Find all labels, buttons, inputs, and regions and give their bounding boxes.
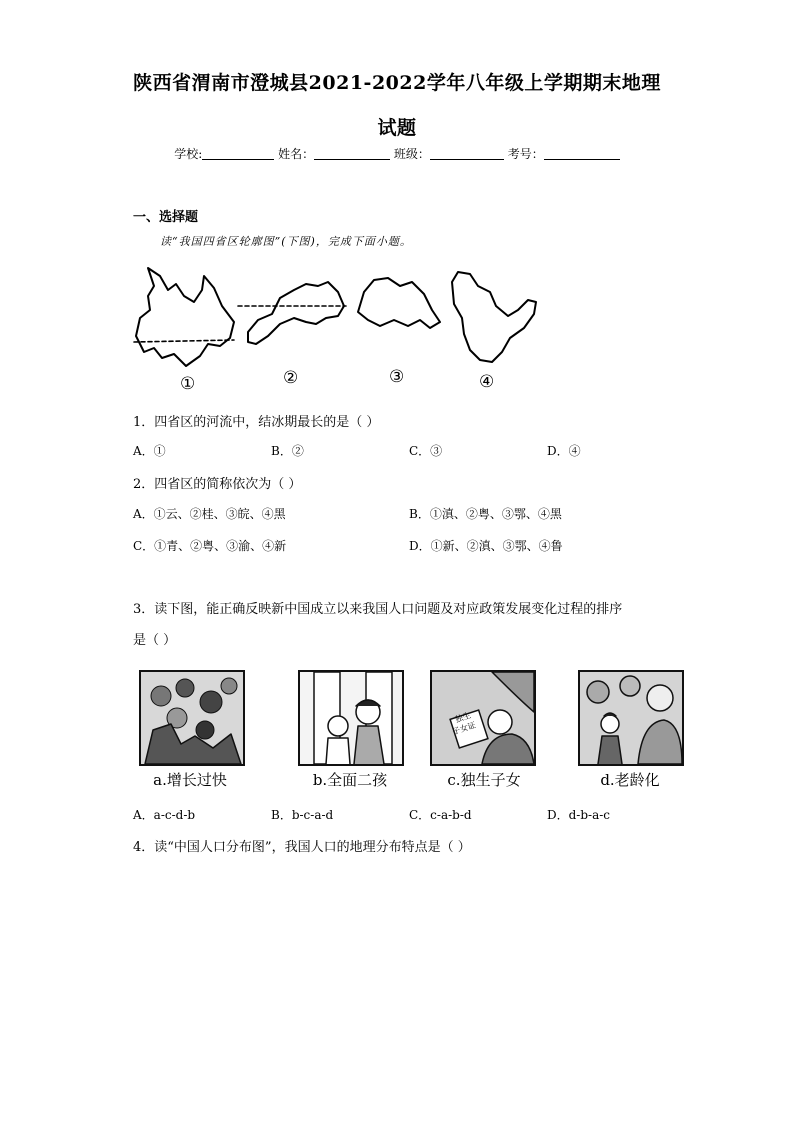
section-title: 一、选择题	[133, 210, 199, 225]
q3-option-b[interactable]: B．b-c-a-d	[271, 808, 334, 822]
q3-option-d[interactable]: D．d-b-a-c	[547, 808, 611, 822]
question-1: 1．四省区的河流中，结冰期最长的是（ ）	[133, 415, 380, 430]
picture-b	[298, 670, 404, 766]
class-blank[interactable]	[430, 147, 504, 160]
school-blank[interactable]	[202, 147, 274, 160]
name-blank[interactable]	[314, 147, 390, 160]
q3-option-c[interactable]: C．c-a-b-d	[409, 808, 472, 822]
province-outlines-figure	[130, 262, 550, 374]
q2-option-c[interactable]: C．①青、②粤、③渝、④新	[133, 539, 287, 553]
instruction-text: 读“我国四省区轮廓图”(下图)，完成下面小题。	[160, 235, 412, 248]
school-label: 学校:	[174, 147, 203, 161]
certificate-text-2: 子女证	[451, 720, 477, 737]
province-outline-4	[452, 272, 536, 362]
q1-option-c[interactable]: C．③	[409, 444, 443, 458]
q2-option-b[interactable]: B．①滇、②粤、③鄂、④黑	[409, 507, 562, 521]
picture-b-caption: b.全面二孩	[312, 771, 388, 789]
q1-option-a[interactable]: A．①	[133, 444, 166, 458]
province-outline-3	[358, 278, 440, 328]
q1-option-d[interactable]: D．④	[547, 444, 581, 458]
province-outline-1	[134, 268, 234, 366]
question-3: 3．读下图，能正确反映新中国成立以来我国人口问题及对应政策发展变化过程的排序	[133, 602, 623, 617]
q1-option-b[interactable]: B．②	[271, 444, 304, 458]
province-outline-2	[238, 282, 346, 344]
page-title-line2: 试题	[377, 117, 417, 139]
number-blank[interactable]	[544, 147, 620, 160]
map-label-2: ②	[283, 368, 299, 388]
picture-d	[578, 670, 684, 766]
one-child-certificate-illustration	[432, 672, 534, 764]
question-3-line2: 是（ ）	[133, 633, 177, 648]
crowd-illustration	[141, 672, 243, 764]
map-label-1: ①	[180, 374, 196, 394]
picture-c	[430, 670, 536, 766]
page-title: 陕西省渭南市澄城县2021-2022学年八年级上学期期末地理	[133, 72, 661, 94]
number-label: 考号：	[507, 147, 544, 161]
q2-option-a[interactable]: A．①云、②桂、③皖、④黑	[133, 507, 286, 521]
family-illustration	[300, 672, 402, 764]
picture-c-caption: c.独生子女	[447, 771, 521, 789]
map-label-3: ③	[389, 367, 405, 387]
map-label-4: ④	[479, 372, 495, 392]
class-label: 班级：	[393, 147, 430, 161]
question-4: 4．读“中国人口分布图”，我国人口的地理分布特点是（ ）	[133, 840, 471, 855]
picture-a	[139, 670, 245, 766]
picture-d-caption: d.老龄化	[600, 771, 660, 789]
name-label: 姓名：	[278, 147, 315, 161]
picture-a-caption: a.增长过快	[153, 771, 227, 789]
aging-illustration	[580, 672, 682, 764]
certificate-text-1: 独生	[454, 710, 472, 725]
question-2: 2．四省区的简称依次为（ ）	[133, 477, 302, 492]
student-info-line	[0, 145, 794, 162]
q2-option-d[interactable]: D．①新、②滇、③鄂、④鲁	[409, 539, 563, 553]
q3-option-a[interactable]: A．a-c-d-b	[133, 808, 196, 822]
